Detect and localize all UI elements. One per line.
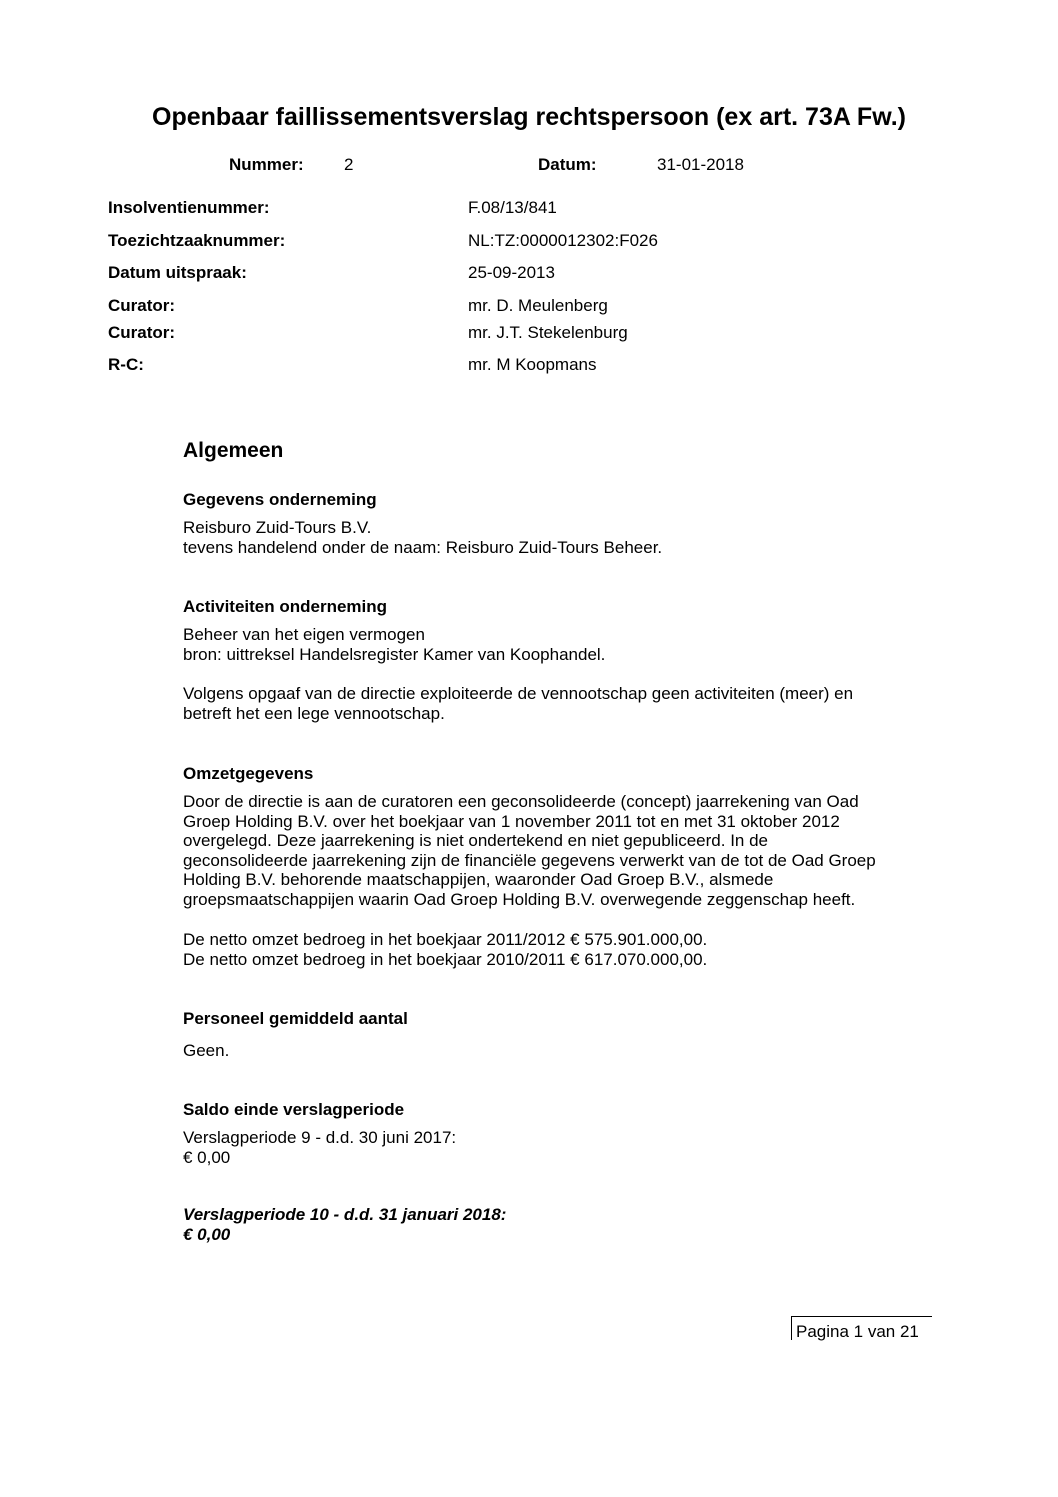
text-line: Verslagperiode 10 - d.d. 31 januari 2018: [183, 1205, 507, 1224]
text-line: Verslagperiode 9 - d.d. 30 juni 2017: [183, 1128, 457, 1147]
toezichtzaaknummer-value: NL:TZ:0000012302:F026 [468, 231, 658, 250]
activiteiten-text [183, 625, 605, 664]
curator-value: mr. J.T. Stekelenburg [468, 323, 628, 342]
text-line: € 0,00 [183, 1147, 231, 1167]
text-line: De netto omzet bedroeg in het boekjaar 2010/2011 € 617.070.000,00. [183, 949, 708, 969]
insolventienummer-label: Insolventienummer: [108, 198, 270, 217]
text-line: Groep Holding B.V. over het boekjaar van 1 november 2011 tot en met 31 oktober 2012 [183, 811, 840, 831]
document-title: Openbaar faillissementsverslag rechtspersoon (ex art. 73A Fw.) [152, 103, 906, 131]
text-line: Beheer van het eigen vermogen [183, 625, 425, 644]
activiteiten-text-2 [183, 684, 853, 723]
saldo-emphasis [183, 1205, 506, 1245]
datum-uitspraak-value: 25-09-2013 [468, 263, 555, 282]
text-line: Volgens opgaaf van de directie exploiteerde de vennootschap geen activiteiten (meer) en [183, 684, 854, 703]
curator-label: Curator: [108, 296, 176, 315]
text-line: tevens handelend onder de naam: Reisburo Zuid-Tours Beheer. [183, 537, 663, 557]
page-number: Pagina 1 van 21 [796, 1322, 919, 1341]
insolventienummer-value: F.08/13/841 [468, 198, 557, 217]
saldo-text [183, 1128, 456, 1167]
text-line: € 0,00 [183, 1225, 231, 1244]
text-line: groepsmaatschappijen waarin Oad Groep Holding B.V. overwegende zeggenschap heeft. [183, 889, 856, 909]
text-line: Door de directie is aan de curatoren een geconsolideerde (concept) jaarrekening van Oad [183, 792, 859, 811]
text-line: Reisburo Zuid-Tours B.V. [183, 518, 372, 537]
nummer-label: Nummer: [229, 155, 304, 174]
datum-uitspraak-label: Datum uitspraak: [108, 263, 247, 282]
text-line: geconsolideerde jaarrekening zijn de financiële gegevens verwerkt van de tot de Oad Groep [183, 850, 876, 870]
datum-value: 31-01-2018 [657, 155, 744, 174]
rc-label: R-C: [108, 355, 144, 374]
heading-gegevens-onderneming: Gegevens onderneming [183, 490, 377, 509]
text-line: betreft het een lege vennootschap. [183, 703, 445, 723]
section-heading-algemeen: Algemeen [183, 439, 284, 462]
heading-omzetgegevens: Omzetgegevens [183, 764, 314, 783]
nummer-value: 2 [344, 155, 354, 174]
text-line: overgelegd. Deze jaarrekening is niet ondertekend en niet gepubliceerd. In de [183, 831, 769, 851]
text-line: De netto omzet bedroeg in het boekjaar 2011/2012 € 575.901.000,00. [183, 930, 708, 949]
text-line: Holding B.V. behorende maatschappijen, waaronder Oad Groep B.V., alsmede [183, 870, 774, 890]
personeel-text: Geen. [183, 1041, 230, 1060]
toezichtzaaknummer-label: Toezichtzaaknummer: [108, 231, 286, 250]
curator-label: Curator: [108, 323, 176, 342]
heading-personeel: Personeel gemiddeld aantal [183, 1009, 408, 1028]
omzet-text-2 [183, 930, 707, 969]
curator-value: mr. D. Meulenberg [468, 296, 608, 315]
text-line: bron: uittreksel Handelsregister Kamer van Koophandel. [183, 644, 606, 664]
gegevens-onderneming-text [183, 518, 662, 557]
heading-saldo: Saldo einde verslagperiode [183, 1100, 405, 1119]
datum-label: Datum: [538, 155, 597, 174]
rc-value: mr. M Koopmans [468, 355, 597, 374]
heading-activiteiten-onderneming: Activiteiten onderneming [183, 597, 388, 616]
omzet-text [183, 792, 876, 910]
